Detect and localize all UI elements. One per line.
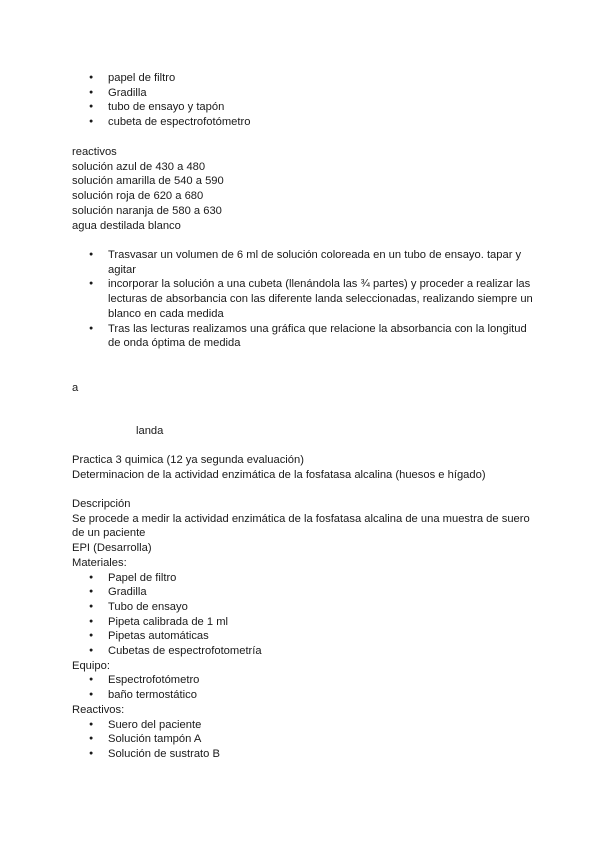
top-materials-list	[72, 71, 532, 130]
reactivos-heading: reactivos	[72, 146, 117, 158]
practica-title: Practica 3 quimica (12 ya segunda evaluación)	[72, 454, 304, 466]
list-item: ● papel de filtro	[72, 71, 532, 86]
list-item: ● Gradilla	[72, 585, 542, 600]
list-item: ● cubeta de espectrofotómetro	[72, 115, 532, 130]
descripcion-text: Se procede a medir la actividad enzimática de la fosfatasa alcalina de una muestra de suero de un paciente	[72, 512, 530, 540]
equipo-heading: Equipo:	[72, 659, 110, 672]
stray-text-a: a	[72, 382, 79, 394]
list-item: ● baño termostático	[72, 688, 542, 703]
list-item: ● Papel de filtro	[72, 571, 542, 586]
list-item: ● Espectrofotómetro	[72, 673, 542, 688]
list-item: ● tubo de ensayo y tapón	[72, 100, 532, 115]
list-item: ● Trasvasar un volumen de 6 ml de solución coloreada en un tubo de ensayo. tapar y agitar	[72, 248, 542, 277]
reactivo-line: solución azul de 430 a 480	[72, 160, 206, 173]
descripcion-heading: Descripción	[72, 498, 131, 510]
list-item: ● Cubetas de espectrofotometría	[72, 644, 542, 659]
reactivos-block	[72, 145, 532, 233]
reactivo-line: agua destilada blanco	[72, 219, 181, 232]
procedure-list	[72, 248, 542, 351]
list-item: ● Tubo de ensayo	[72, 600, 542, 615]
stray-text-landa: landa	[136, 425, 164, 437]
list-item: ● Suero del paciente	[72, 718, 542, 733]
practica-subtitle: Determinacion de la actividad enzimática de la fosfatasa alcalina (huesos e hígado)	[72, 468, 486, 481]
reactivos-list	[72, 718, 542, 762]
reactivo-line: solución roja de 620 a 680	[72, 190, 204, 203]
practica-body	[72, 497, 542, 762]
reactivos-heading-2: Reactivos:	[72, 703, 125, 716]
list-item: ● incorporar la solución a una cubeta (llenándola las ¾ partes) y proceder a realizar las lecturas de absorbancia con las diferente landa seleccionadas, realizando siempre un blanco en cada medida	[72, 277, 542, 321]
reactivo-line: solución amarilla de 540 a 590	[72, 175, 224, 188]
list-item: ● Pipeta calibrada de 1 ml	[72, 615, 542, 630]
list-item: ● Solución de sustrato B	[72, 747, 542, 762]
equipo-list	[72, 673, 542, 702]
list-item: ● Pipetas automáticas	[72, 629, 542, 644]
materiales-list	[72, 571, 542, 659]
list-item: ● Gradilla	[72, 86, 532, 101]
practica-header	[72, 453, 542, 482]
reactivo-line: solución naranja de 580 a 630	[72, 204, 222, 217]
materiales-heading: Materiales:	[72, 556, 127, 569]
list-item: ● Tras las lecturas realizamos una gráfica que relacione la absorbancia con la longitud de onda óptima de medida	[72, 322, 542, 351]
epi-line: EPI (Desarrolla)	[72, 542, 152, 555]
list-item: ● Solución tampón A	[72, 732, 542, 747]
